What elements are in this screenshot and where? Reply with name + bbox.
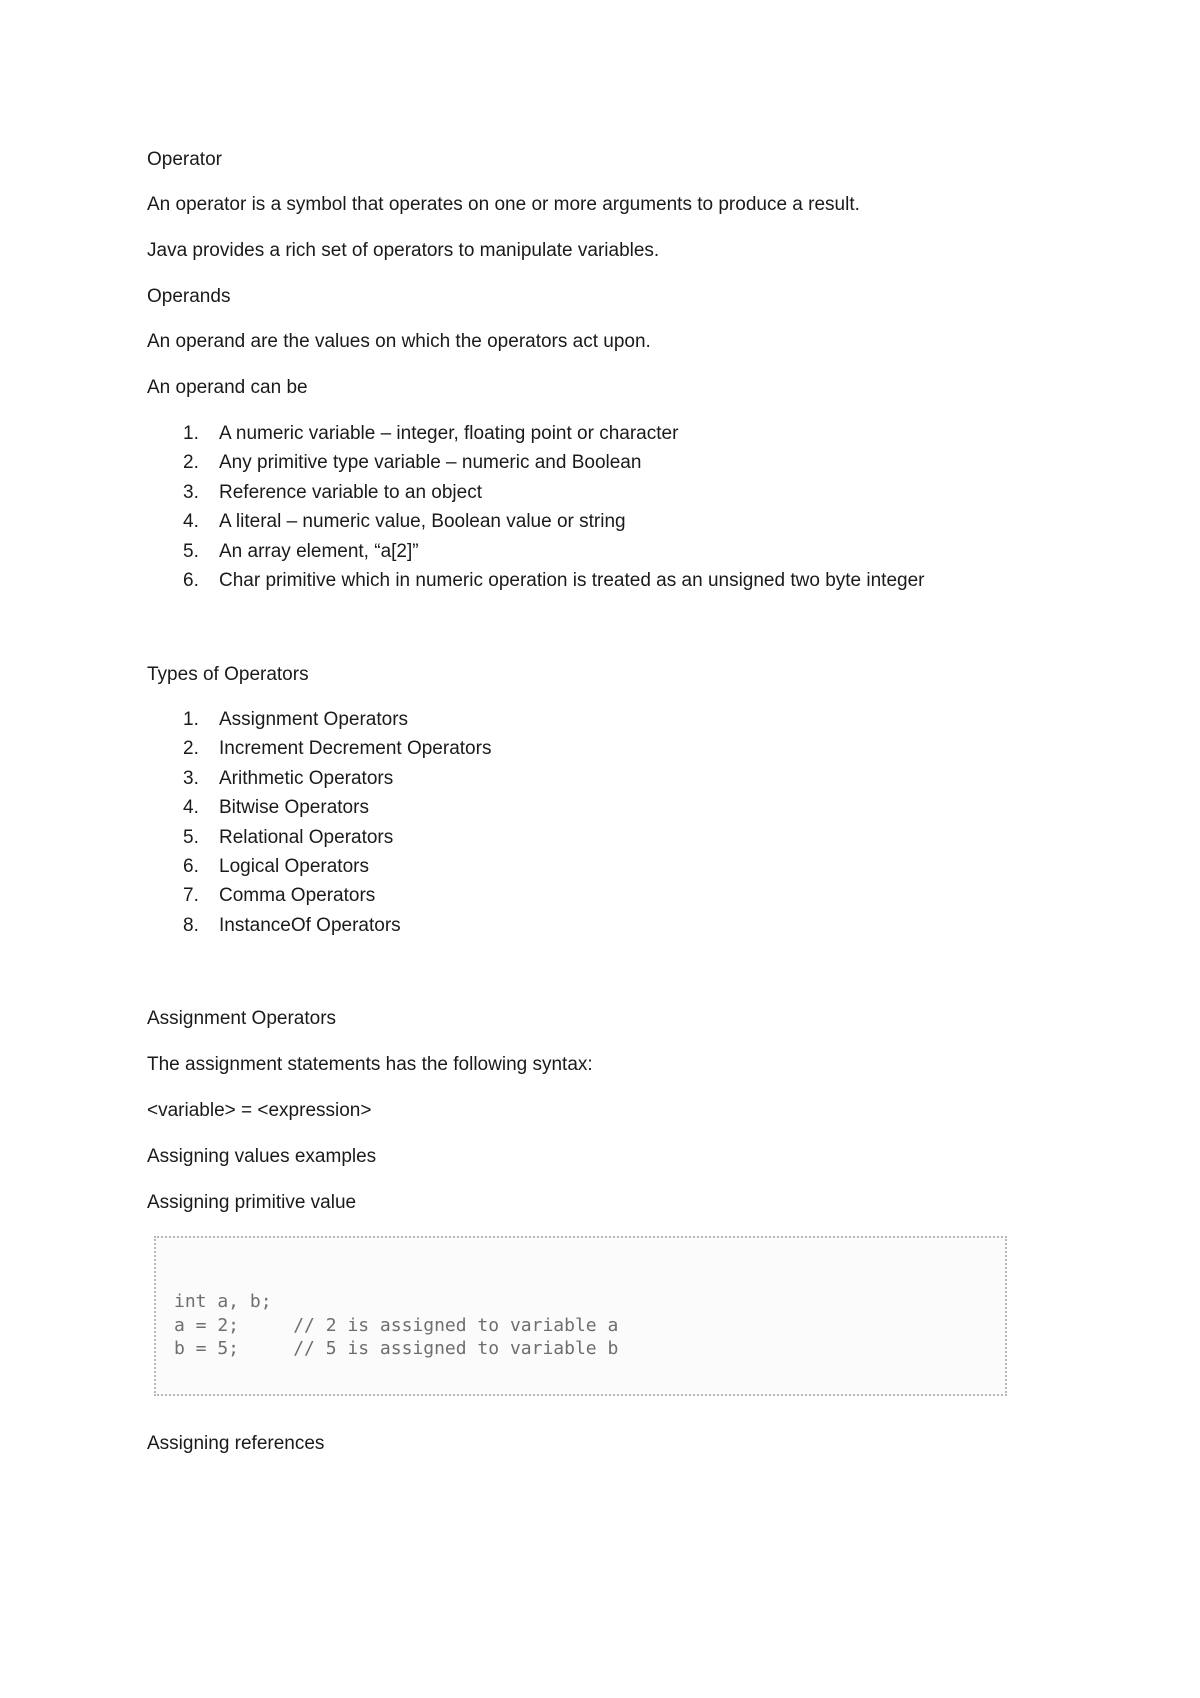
paragraph-java-operators: Java provides a rich set of operators to manipulate variables. <box>147 240 660 261</box>
list-item <box>147 708 491 737</box>
code-block <box>154 1236 1007 1396</box>
list-item <box>147 884 491 913</box>
list-item <box>147 510 924 539</box>
paragraph-assignment-syntax: The assignment statements has the following syntax: <box>147 1054 593 1075</box>
code-snippet: int a, b; a = 2; // 2 is assigned to variable a b = 5; // 5 is assigned to variable b <box>174 1291 619 1359</box>
list-number: 3. <box>183 481 199 503</box>
list-number: 1. <box>183 423 199 444</box>
list-number: 5. <box>183 826 199 848</box>
list-text: A numeric variable – integer, floating point or character <box>219 423 679 444</box>
list-text: InstanceOf Operators <box>219 914 401 936</box>
list-number: 3. <box>183 767 199 789</box>
paragraph-assigning-references: Assigning references <box>147 1433 325 1454</box>
list-item <box>147 422 924 451</box>
list-text: Relational Operators <box>219 826 394 848</box>
list-number: 4. <box>183 797 199 819</box>
paragraph-assigning-primitive-value: Assigning primitive value <box>147 1192 357 1213</box>
list-text: Any primitive type variable – numeric and Boolean <box>219 452 642 474</box>
list-text: Comma Operators <box>219 885 376 907</box>
heading-operands: Operands <box>147 286 231 307</box>
heading-assignment-operators: Assignment Operators <box>147 1008 337 1029</box>
list-text: Arithmetic Operators <box>219 767 394 789</box>
list-number: 2. <box>183 738 199 760</box>
list-text: A literal – numeric value, Boolean value or string <box>219 511 626 533</box>
list-text: Bitwise Operators <box>219 797 369 819</box>
list-number: 2. <box>183 452 199 474</box>
list-number: 6. <box>183 855 199 877</box>
heading-operator: Operator <box>147 149 222 170</box>
list-number: 4. <box>183 511 199 533</box>
syntax-example: <variable> = <expression> <box>147 1100 372 1121</box>
list-item <box>147 767 491 796</box>
list-item <box>147 855 491 884</box>
list-number: 8. <box>183 914 199 936</box>
paragraph-operator-definition: An operator is a symbol that operates on one or more arguments to produce a result. <box>147 194 860 215</box>
list-item <box>147 737 491 766</box>
list-number: 1. <box>183 709 199 730</box>
list-item <box>147 451 924 480</box>
paragraph-assigning-values-examples: Assigning values examples <box>147 1146 377 1167</box>
list-number: 6. <box>183 569 199 591</box>
list-item <box>147 481 924 510</box>
operator-types-list <box>147 708 491 943</box>
list-text: Increment Decrement Operators <box>219 738 492 760</box>
list-item <box>147 826 491 855</box>
list-item <box>147 796 491 825</box>
list-number: 5. <box>183 540 199 562</box>
list-text: An array element, “a[2]” <box>219 540 419 562</box>
list-text: Reference variable to an object <box>219 481 482 503</box>
list-text: Logical Operators <box>219 855 369 877</box>
paragraph-operand-definition: An operand are the values on which the operators act upon. <box>147 331 651 352</box>
list-text: Assignment Operators <box>219 709 409 730</box>
list-item <box>147 540 924 569</box>
operand-list <box>147 422 924 598</box>
list-number: 7. <box>183 885 199 907</box>
list-text: Char primitive which in numeric operation is treated as an unsigned two byte integer <box>219 569 925 591</box>
list-item <box>147 914 491 943</box>
list-item <box>147 569 924 598</box>
heading-types-of-operators: Types of Operators <box>147 664 309 685</box>
paragraph-operand-can-be: An operand can be <box>147 377 308 398</box>
